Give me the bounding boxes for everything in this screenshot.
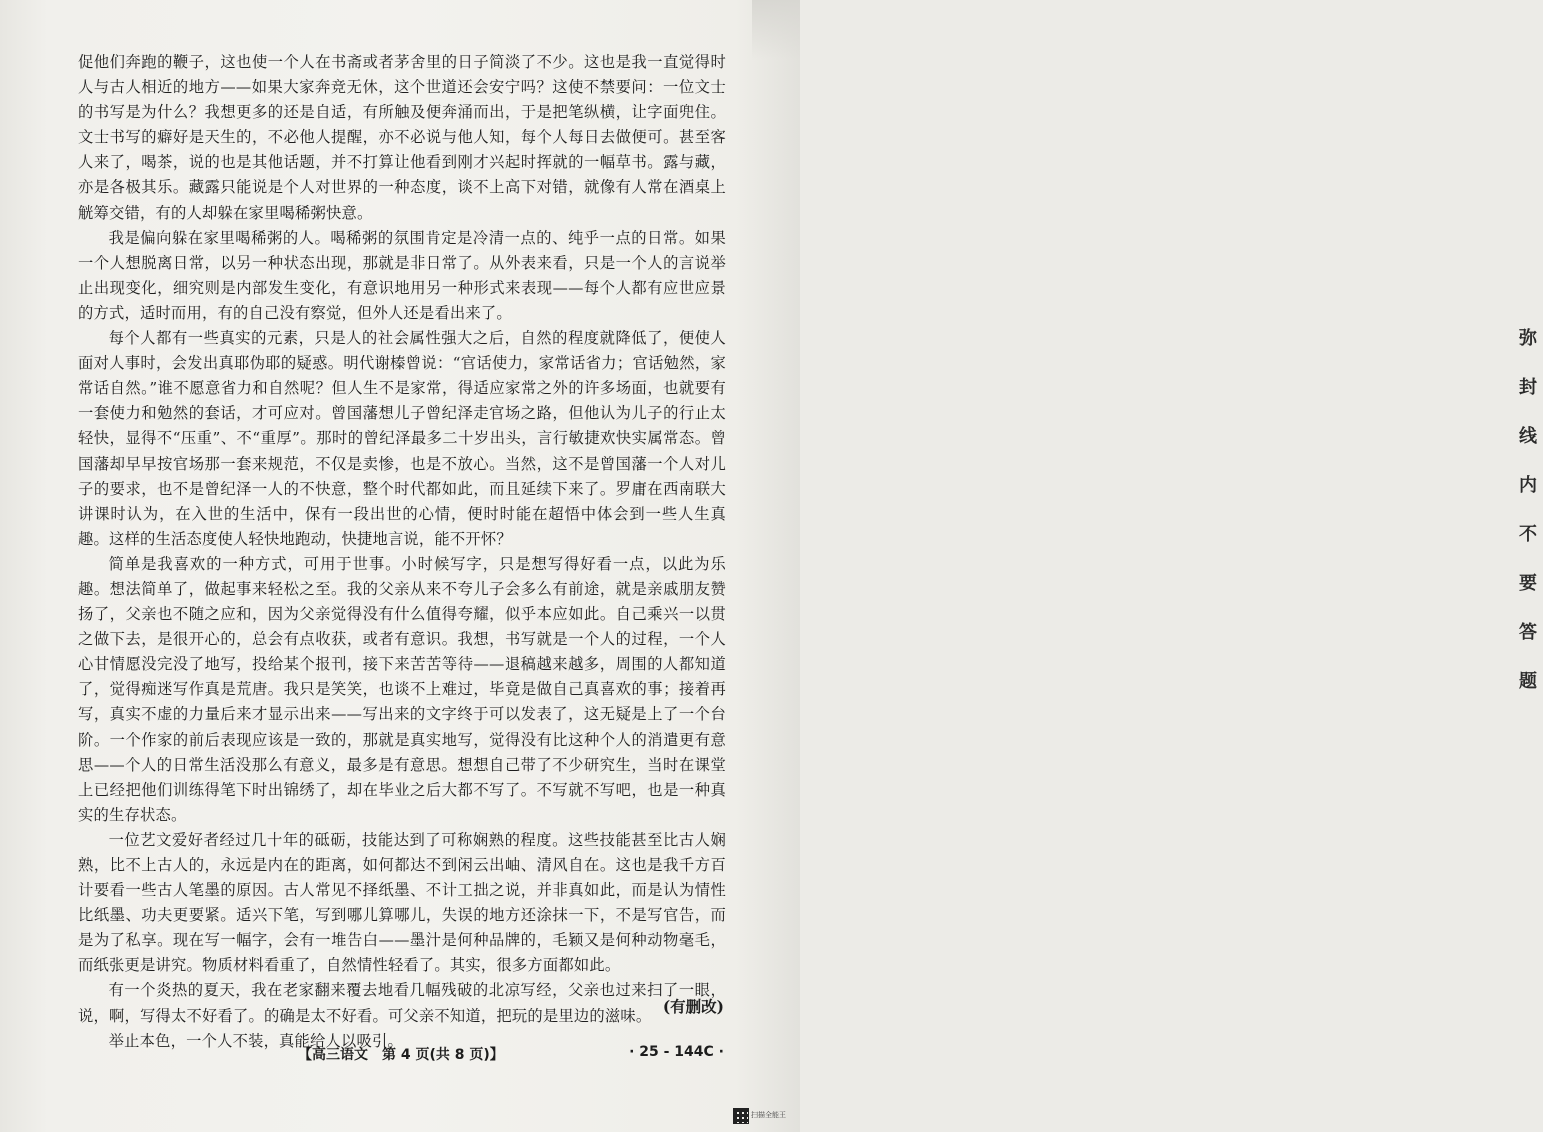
paragraph-3: 每个人都有一些真实的元素，只是人的社会属性强大之后，自然的程度就降低了，便使人面对人事时，会发出真耶伪耶的疑惑。明代谢榛曾说：“官话使力，家常话省力；官话勉然，家常话自然。”谁不愿意省力和自然呢？但人生不是家常，得适应家常之外的许多场面，也就要有一套使力和勉然的套话，才可应对。曾国藩想儿子曾纪泽走官场之路，但他认为儿子的行止太轻快，显得不“压重”、不“重厚”。那时的曾纪泽最多二十岁出头，言行敏捷欢快实属常态。曾国藩却早早按官场那一套来规范，不仅是卖惨，也是不放心。当然，这不是曾国藩一个人对儿子的要求，也不是曾纪泽一人的不快意，整个时代都如此，而且延续下来了。罗庸在西南联大讲课时认为，在入世的生活中，保有一段出世的心情，便时时能在超悟中体会到一些人生真趣。这样的生活态度使人轻快地跑动，快捷地言说，能不开怀？ [78,329,726,548]
seal-char: 不 [1519,524,1537,545]
page-number-label: 【高三语文 第 4 页(共 8 页)】 [298,1047,504,1063]
seal-char: 题 [1519,671,1537,692]
seal-char: 弥 [1519,328,1537,349]
seal-char: 封 [1519,377,1537,398]
article-body [78,50,726,1054]
paragraph-6: 有一个炎热的夏天，我在老家翻来覆去地看几幅残破的北凉写经，父亲也过来扫了一眼，说，啊，写得太不好看了。的确是太不好看。可父亲不知道，把玩的是里边的滋味。 [78,981,726,1025]
paragraph-1: 促他们奔跑的鞭子，这也使一个人在书斋或者茅舍里的日子简淡了不少。这也是我一直觉得时人与古人相近的地方——如果大家奔竞无休，这个世道还会安宁吗？这使不禁要问：一位文士的书写是为什么？我想更多的还是自适，有所触及便奔涌而出，于是把笔纵横，让字面兜住。文士书写的癖好是天生的，不必他人提醒，亦不必说与他人知，每个人每日去做便可。甚至客人来了，喝茶，说的也是其他话题，并不打算让他看到刚才兴起时挥就的一幅草书。露与藏，亦是各极其乐。藏露只能说是个人对世界的一种态度，谈不上高下对错，就像有人常在酒桌上觥筹交错，有的人却躲在家里喝稀粥快意。 [78,53,726,222]
watermark-text: 扫描全能王 [751,1111,786,1119]
scanner-watermark [733,1108,793,1126]
paragraph-5: 一位艺文爱好者经过几十年的砥砺，技能达到了可称娴熟的程度。这些技能甚至比古人娴熟，比不上古人的，永远是内在的距离，如何都达不到闲云出岫、清风自在。这也是我千方百计要看一些古人笔墨的原因。古人常见不择纸墨、不计工拙之说，并非真如此，而是认为情性比纸墨、功夫更要紧。适兴下笔，写到哪儿算哪儿，失误的地方还涂抹一下，不是写官告，而是为了私享。现在写一幅字，会有一堆告白——墨汁是何种品牌的，毛颖又是何种动物毫毛，而纸张更是讲究。物质材料看重了，自然情性轻看了。其实，很多方面都如此。 [78,830,726,975]
exam-code: · 25 - 144C · [629,1044,724,1060]
qr-code-icon [733,1108,749,1124]
seal-line-notice [1513,330,1543,722]
source-note: (有删改) [662,997,724,1016]
paragraph-2: 我是偏向躲在家里喝稀粥的人。喝稀粥的氛围肯定是冷清一点的、纯乎一点的日常。如果一个人想脱离日常，以另一种状态出现，那就是非日常了。从外表来看，只是一个人的言说举止出现变化，细究则是内部发生变化，有意识地用另一种形式来表现——每个人都有应世应景的方式，适时而用，有的自己没有察觉，但外人还是看出来了。 [78,228,726,322]
paragraph-4: 简单是我喜欢的一种方式，可用于世事。小时候写字，只是想写得好看一点，以此为乐趣。想法简单了，做起事来轻松之至。我的父亲从来不夸儿子会多么有前途，就是亲戚朋友赞扬了，父亲也不随之应和，因为父亲觉得没有什么值得夸耀，似乎本应如此。自己乘兴一以贯之做下去，是很开心的，总会有点收获，或者有意识。我想，书写就是一个人的过程，一个人心甘情愿没完没了地写，投给某个报刊，接下来苦苦等待——退稿越来越多，周围的人都知道了，觉得痴迷写作真是荒唐。我只是笑笑，也谈不上难过，毕竟是做自己真喜欢的事；接着再写，真实不虚的力量后来才显示出来——写出来的文字终于可以发表了，这无疑是上了一个台阶。一个作家的前后表现应该是一致的，那就是真实地写，觉得没有比这种个人的消遣更有意思——个人的日常生活没那么有意义，最多是有意思。想想自己带了不少研究生，当时在课堂上已经把他们训练得笔下时出锦绣了，却在毕业之后大都不写了。不写就不写吧，也是一种真实的生存状态。 [78,554,726,824]
paragraph-7: 举止本色，一个人不装，真能给人以吸引。 [108,1031,404,1050]
page-footer [0,1044,800,1068]
seal-char: 答 [1519,622,1537,643]
seal-char: 线 [1519,426,1537,447]
seal-char: 要 [1519,573,1537,594]
binding-margin [750,0,1537,1132]
seal-char: 内 [1519,475,1537,496]
